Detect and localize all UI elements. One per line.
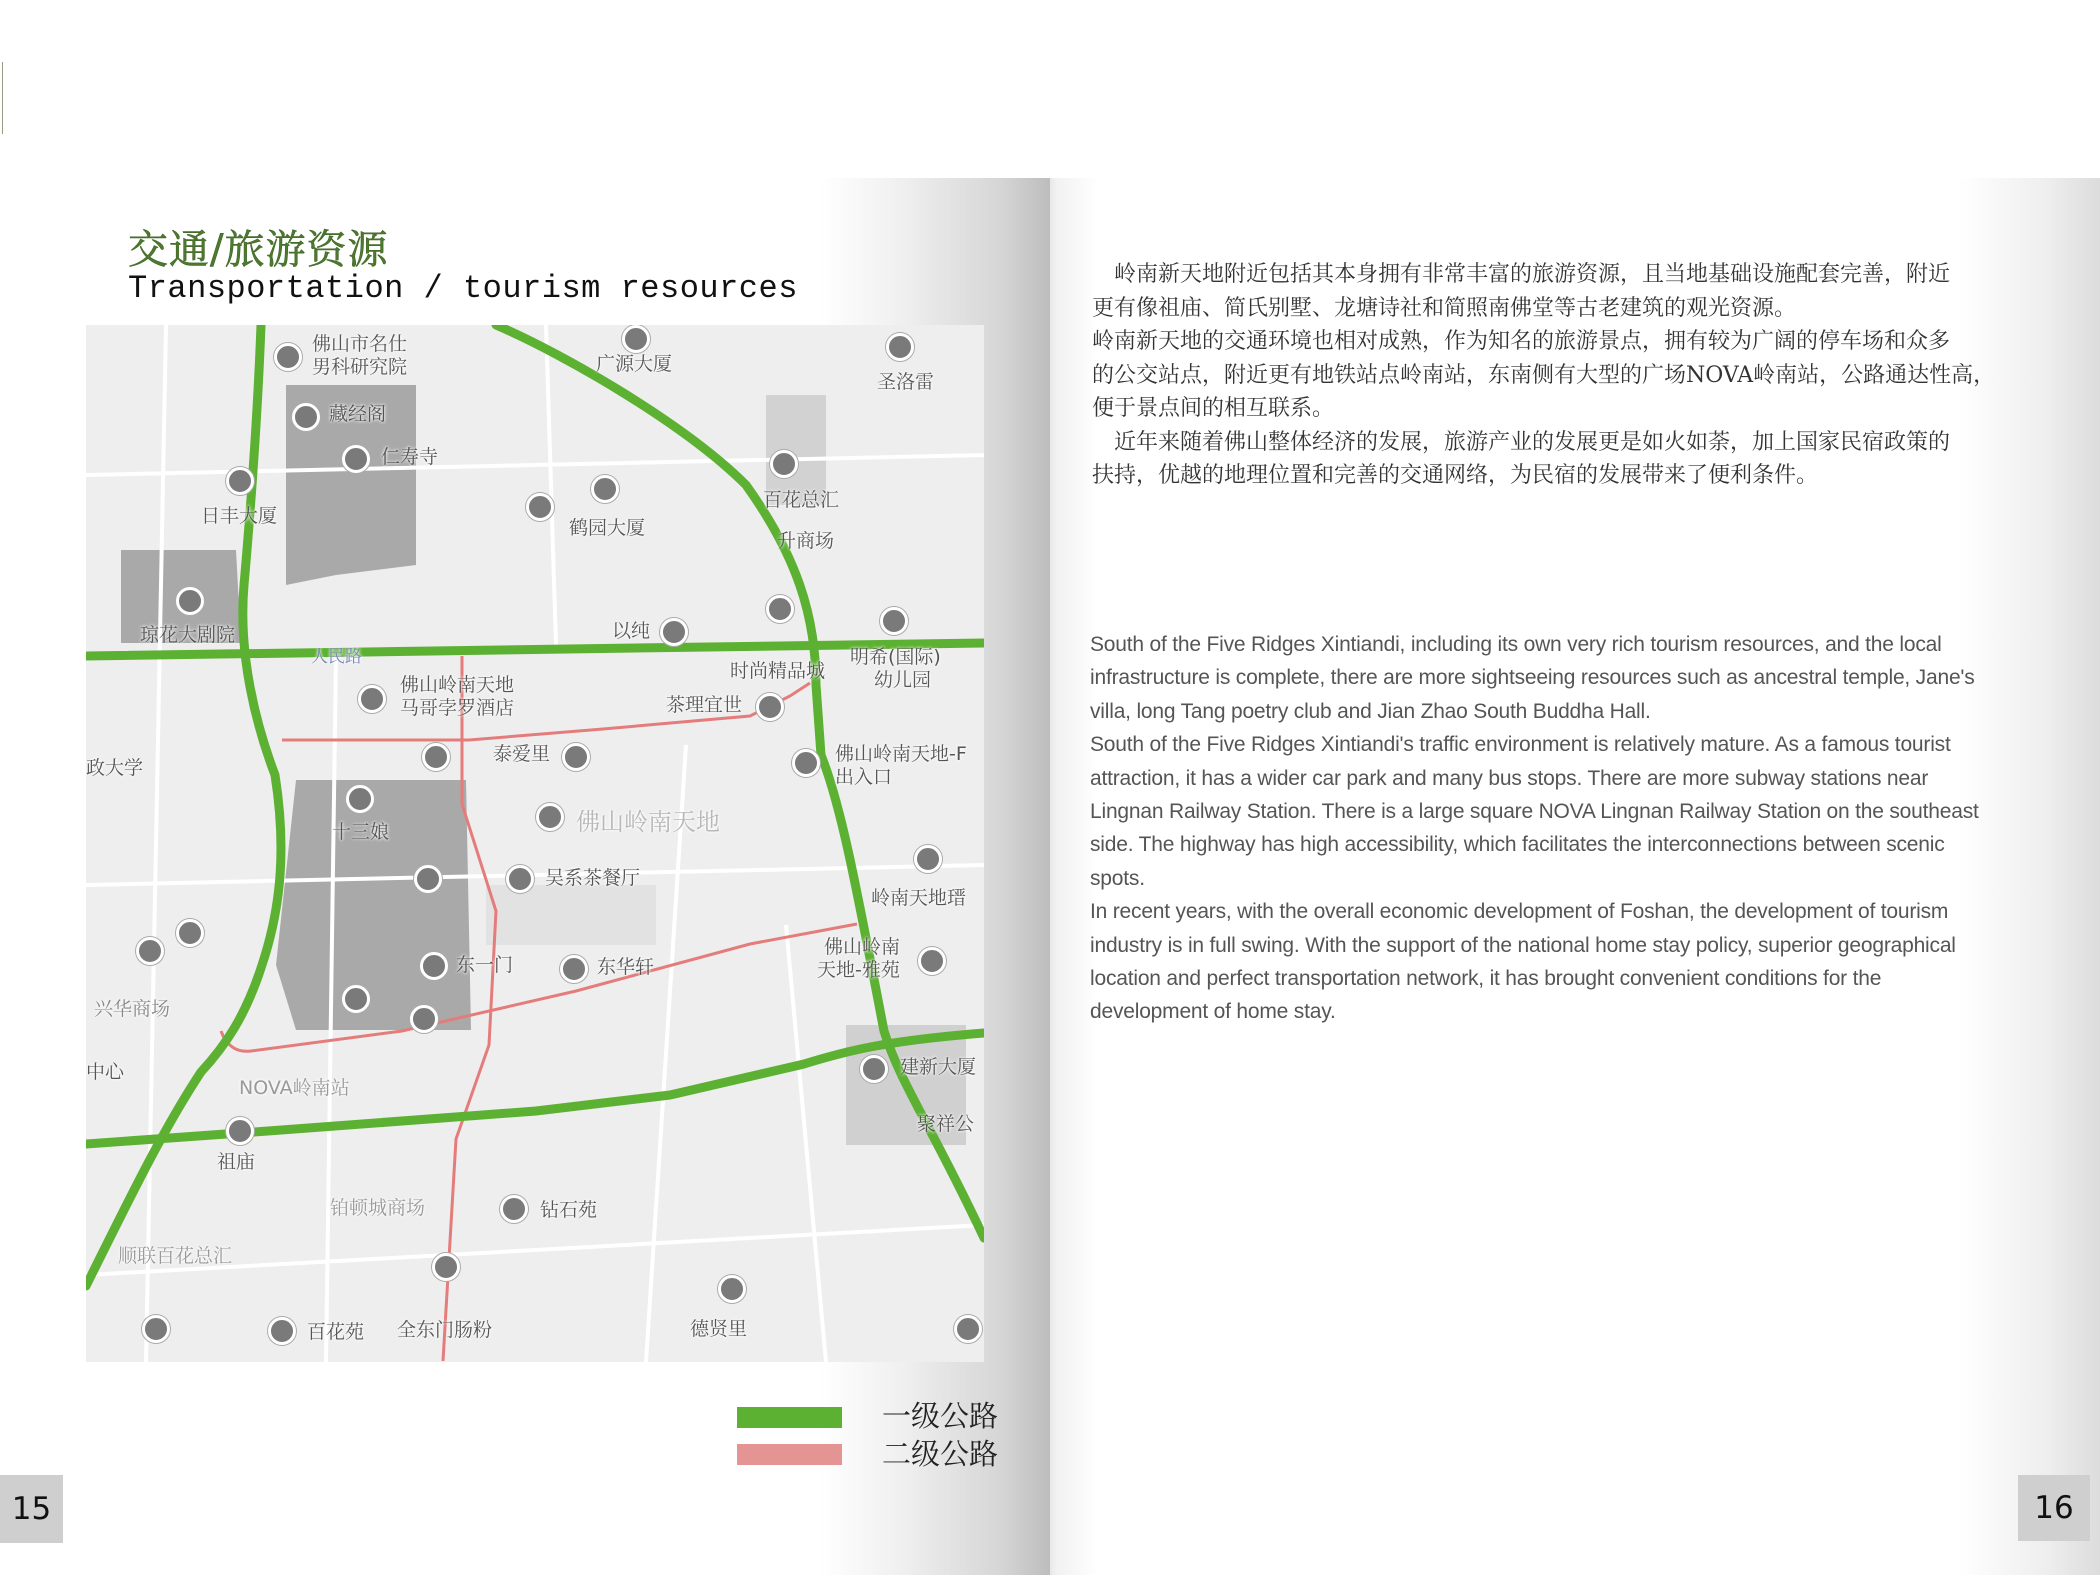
- map-pin-icon: [560, 955, 588, 983]
- restaurant-pin-icon: [346, 785, 374, 813]
- text-line: 扶持，优越的地理位置和完善的交通网络，为民宿的发展带来了便利条件。: [1092, 463, 1819, 488]
- text-line: Lingnan Railway Station. There is a large square NOVA Lingnan Railway Station on the southeast: [1090, 800, 1979, 824]
- shop-pin-icon: [766, 595, 794, 623]
- map-label: 藏经阁: [329, 403, 387, 425]
- map-label: 佛山岭南天地: [576, 808, 720, 836]
- map-label: 百花总汇: [763, 489, 840, 511]
- metro-exit-2-icon: [414, 865, 442, 893]
- map-label: 时尚精品城: [730, 660, 826, 682]
- parking-pin-icon: [954, 1315, 982, 1343]
- english-description: [1090, 628, 1979, 1029]
- map-label: 全东门肠粉: [397, 1319, 493, 1341]
- map-pin-icon: [914, 845, 942, 873]
- cafe-pin-icon: [506, 865, 534, 893]
- map-label: 百花苑: [307, 1321, 365, 1343]
- text-line: 的公交站点，附近更有地铁站点岭南站，东南侧有大型的广场NOVA岭南站，公路通达性高，: [1092, 362, 1996, 388]
- map-pin-icon: [770, 450, 798, 478]
- map-label: 以纯: [612, 620, 651, 642]
- map-label: 中心: [86, 1061, 125, 1083]
- map-label: 聚祥公: [917, 1113, 975, 1135]
- crop-mark: [2, 62, 3, 134]
- text-line: 便于景点间的相互联系。: [1092, 396, 1335, 421]
- text-line: 近年来随着佛山整体经济的发展，旅游产业的发展更是如火如荼，加上国家民宿政策的: [1092, 429, 1951, 455]
- map-label: 马哥孛罗酒店: [400, 697, 515, 719]
- map-label: 琼花大剧院: [140, 624, 236, 646]
- metro-station-icon: [226, 1117, 254, 1145]
- text-line: development of home stay.: [1090, 1000, 1336, 1024]
- text-line: industry is in full swing. With the support of the national home stay policy, superior geographical: [1090, 933, 1956, 957]
- metro-exit-e-icon: [420, 952, 448, 980]
- map-label: 吴系茶餐厅: [545, 867, 641, 889]
- map-label: 广源大厦: [596, 353, 673, 375]
- legend-swatch-secondary-road: [737, 1444, 842, 1465]
- map-label: 岭南天地瑨: [871, 887, 967, 909]
- transport-map: [86, 325, 984, 1362]
- map-label: 铂顿城商场: [330, 1197, 426, 1219]
- map-label: 鹤园大厦: [569, 517, 646, 539]
- map-label: 升商场: [777, 530, 835, 552]
- restaurant-pin-icon: [432, 1253, 460, 1281]
- parking-pin-icon: [176, 919, 204, 947]
- map-label: 兴华商场: [94, 998, 171, 1020]
- map-pin-icon: [500, 1195, 528, 1223]
- section-title-en: Transportation / tourism resources: [128, 270, 798, 307]
- hotel-pin-icon: [358, 685, 386, 713]
- map-roads: [86, 325, 984, 1362]
- page-gutter: [1050, 178, 1058, 1575]
- map-label: 茶理宜世: [666, 694, 743, 716]
- map-pin-icon: [274, 343, 302, 371]
- cafe-pin-icon: [756, 693, 784, 721]
- map-label: 德贤里: [690, 1318, 748, 1340]
- map-pin-icon: [226, 467, 254, 495]
- map-pin-icon: [591, 475, 619, 503]
- text-line: 更有像祖庙、简氏别墅、龙塘诗社和简照南佛堂等古老建筑的观光资源。: [1092, 295, 1797, 321]
- map-label: 明希(国际): [850, 646, 941, 668]
- parking-pin-icon: [422, 743, 450, 771]
- map-pin-icon: [268, 1317, 296, 1345]
- chinese-description: [1092, 258, 2082, 493]
- map-label: 顺联百花总汇: [118, 1245, 233, 1267]
- map-label: 男科研究院: [312, 356, 408, 378]
- text-line: South of the Five Ridges Xintiandi, including its own very rich tourism resources, and the local: [1090, 633, 1942, 656]
- restaurant-pin-icon: [562, 743, 590, 771]
- map-pin-icon: [918, 947, 946, 975]
- entrance-pin-icon: [792, 749, 820, 777]
- map-label: 佛山市名仕: [312, 333, 408, 355]
- map-pin-icon: [622, 325, 650, 353]
- map-label: 幼儿园: [874, 669, 932, 691]
- text-line: 岭南新天地附近包括其本身拥有非常丰富的旅游资源，且当地基础设施配套完善，附近: [1092, 262, 1951, 287]
- map-label: 天地-雅苑: [817, 959, 900, 981]
- map-label: 圣洛雷: [877, 371, 935, 393]
- map-label: 十三娘: [332, 821, 390, 843]
- map-label: 祖庙: [217, 1151, 256, 1173]
- location-pin-icon: [536, 803, 564, 831]
- text-line: South of the Five Ridges Xintiandi's traffic environment is relatively mature. As a famous tourist: [1090, 733, 1951, 757]
- text-line: infrastructure is complete, there are more sightseeing resources such as ancestral temple, Jane's: [1090, 666, 1975, 690]
- text-line: side. The highway has high accessibility, which facilitates the interconnections between scenic: [1090, 833, 1945, 857]
- temple-pin-icon: [342, 445, 370, 473]
- page-number-left: 15: [0, 1475, 63, 1543]
- text-line: In recent years, with the overall economic development of Foshan, the development of tourism: [1090, 900, 1949, 924]
- map-pin-icon: [860, 1055, 888, 1083]
- school-pin-icon: [880, 607, 908, 635]
- page-number-right: 16: [2018, 1475, 2090, 1541]
- map-label: 泰爱里: [493, 743, 551, 765]
- text-line: villa, long Tang poetry club and Jian Zhao South Buddha Hall.: [1090, 699, 1651, 723]
- parking-pin-icon: [526, 493, 554, 521]
- map-pin-icon: [292, 403, 320, 431]
- map-label: 东一门: [456, 954, 514, 976]
- parking-pin-icon: [136, 937, 164, 965]
- theatre-pin-icon: [176, 587, 204, 615]
- map-label: 东华轩: [597, 956, 655, 978]
- map-label: NOVA岭南站: [239, 1077, 350, 1099]
- legend-label-primary-road: 一级公路: [882, 1399, 999, 1433]
- map-pin-icon: [886, 333, 914, 361]
- text-line: attraction, it has a wider car park and many bus stops. There are more subway stations near: [1090, 766, 1929, 790]
- map-label: 日丰大厦: [201, 505, 278, 527]
- map-label: 政大学: [86, 757, 144, 779]
- metro-exit-h-icon: [342, 985, 370, 1013]
- map-pin-icon: [718, 1275, 746, 1303]
- map-label: 出入口: [835, 766, 893, 788]
- legend-label-secondary-road: 二级公路: [882, 1437, 999, 1471]
- text-line: spots.: [1090, 866, 1145, 890]
- section-title-cn: 交通/旅游资源: [128, 227, 389, 273]
- map-label: 建新大厦: [900, 1056, 977, 1078]
- parking-pin-icon: [410, 1005, 438, 1033]
- map-label: 钻石苑: [540, 1199, 598, 1221]
- map-label: 佛山岭南天地-F: [835, 743, 967, 765]
- legend-swatch-primary-road: [737, 1407, 842, 1428]
- map-label: 佛山岭南: [824, 936, 901, 958]
- map-label: 佛山岭南天地: [400, 674, 515, 696]
- shop-pin-icon: [660, 618, 688, 646]
- text-line: 岭南新天地的交通环境也相对成熟，作为知名的旅游景点，拥有较为广阔的停车场和众多: [1092, 329, 1951, 354]
- text-line: location and perfect transportation network, it has brought convenient conditions for the: [1090, 967, 1882, 991]
- parking-pin-icon: [142, 1315, 170, 1343]
- road-label: 人民路: [311, 647, 362, 667]
- map-label: 仁寿寺: [381, 446, 439, 468]
